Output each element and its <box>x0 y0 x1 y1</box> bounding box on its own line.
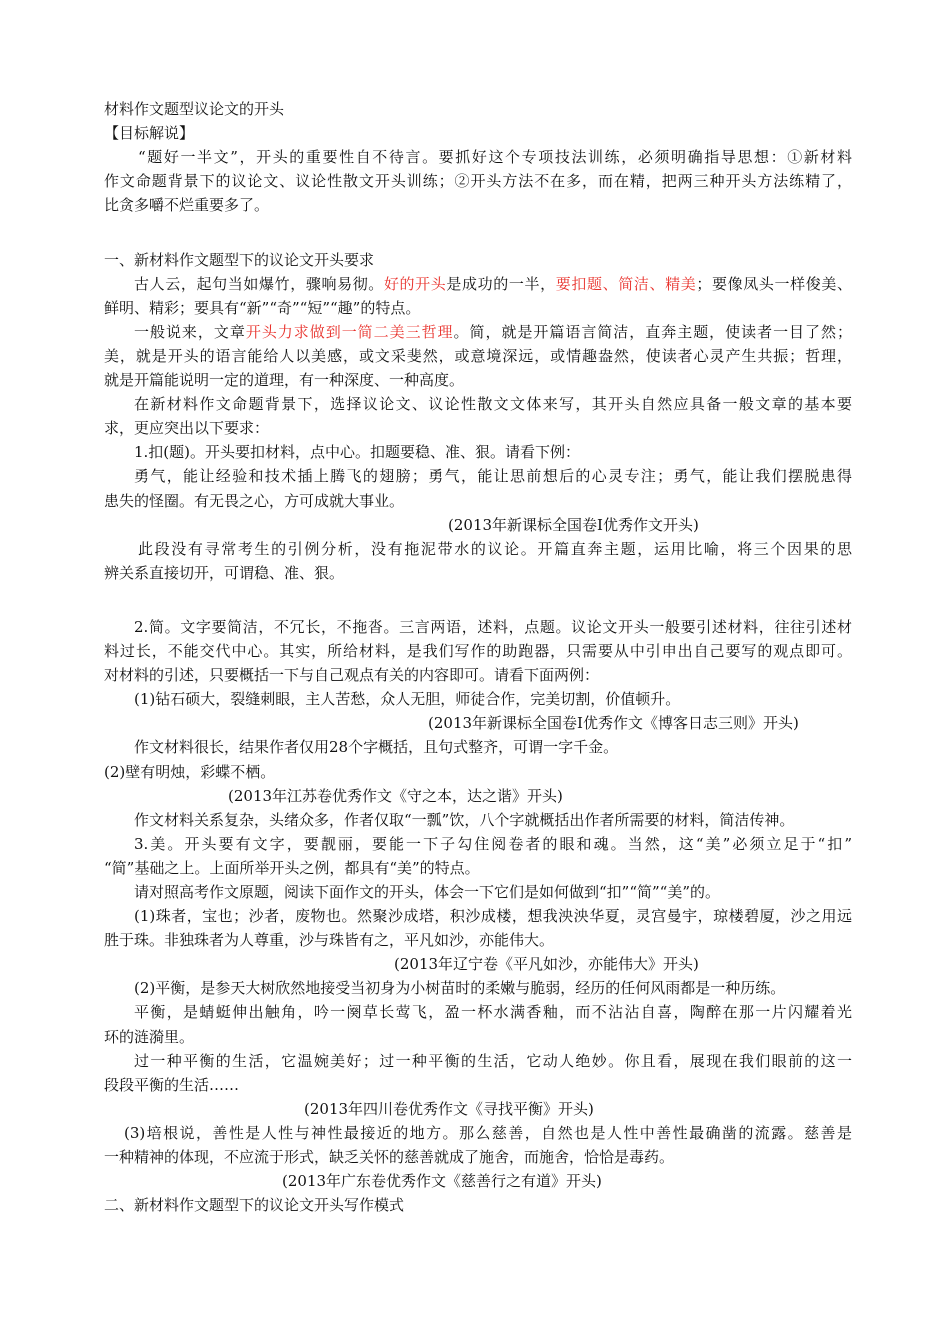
example-line: 患失的怪圈。有无畏之心，方可成就大事业。 <box>104 491 405 510</box>
example-line: (1)珠者，宝也；沙者，废物也。然聚沙成塔，积沙成楼，想我泱泱华夏，灵宫曼宇，琼楼碧厦，沙之用远 <box>134 907 852 926</box>
paragraph-line: 古人云，起句当如爆竹，骤响易彻。好的开头是成功的一半，要扣题、简洁、精美；要像凤头一样俊美、 <box>134 274 852 293</box>
list-item-2-line: 对材料的引述，只要概括一下与自己观点有关的内容即可。请看下面两例： <box>104 666 600 685</box>
goal-paragraph-line: “题好一半文”，开头的重要性自不待言。要抓好这个专项技法训练，必须明确指导思想：①新材料 <box>138 148 852 167</box>
paragraph-line: 美，就是开头的语言能给人以美感，或文采斐然，或意境深远，或情趣盎然，使读者心灵产生共振；哲理， <box>104 346 852 365</box>
example-line: 环的涟漪里。 <box>104 1027 195 1046</box>
list-item-2-line: 料过长，不能交代中心。其实，所给材料，是我们写作的助跑器，只需要从中引申出自己要写的观点即可。 <box>104 642 852 661</box>
note-line: 作文材料很长，结果作者仅用28个字概括，且句式整齐，可谓一字千金。 <box>134 738 619 757</box>
document-page <box>104 97 852 1217</box>
example-line: 勇气，能让经验和技术插上腾飞的翅膀；勇气，能让思前想后的心灵专注；勇气，能让我们摆脱患得 <box>134 467 852 486</box>
source-citation: (2013年新课标全国卷Ⅰ优秀作文《博客日志三则》开头) <box>428 714 799 733</box>
list-item-2: 2.简。文字要简洁，不冗长，不拖沓。三言两语，述料，点题。议论文开头一般要引述材料，往往引述材 <box>134 617 852 636</box>
paragraph-line: 求，更应突出以下要求： <box>104 419 270 438</box>
example-line: (2)平衡，是参天大树欣然地接受当初身为小树苗时的柔嫩与脆弱，经历的任何风雨都是一种历练。 <box>134 979 786 998</box>
source-citation: (2013年辽宁卷《平凡如沙，亦能伟大》开头) <box>394 955 699 974</box>
source-citation: (2013年江苏卷优秀作文《守之本，达之谐》开头) <box>228 786 563 805</box>
example-line: (3)培根说，善性是人性与神性最接近的地方。那么慈善，自然也是人性中善性最确凿的流露。慈善是 <box>124 1123 852 1142</box>
goal-heading: 【目标解说】 <box>104 124 195 143</box>
highlight-text: 好的开头 <box>383 274 447 293</box>
document-title: 材料作文题型议论文的开头 <box>104 100 285 118</box>
paragraph-line: 鲜明、精彩；要具有“新”“奇”“短”“趣”的特点。 <box>104 298 421 317</box>
source-citation: (2013年新课标全国卷Ⅰ优秀作文开头) <box>448 515 699 534</box>
note-line: 辨关系直接切开，可谓稳、准、狠。 <box>104 563 345 582</box>
highlight-text: 要扣题、简洁、精美 <box>555 274 697 293</box>
example-line: 一种精神的体现，不应流于形式，缺乏关怀的慈善就成了施舍，而施舍，恰恰是毒药。 <box>104 1148 675 1167</box>
note-line: 作文材料关系复杂，头绪众多，作者仅取“一瓢”饮，八个字就概括出作者所需要的材料，简洁传神。 <box>134 810 795 829</box>
source-citation: (2013年广东卷优秀作文《慈善行之有道》开头) <box>282 1172 602 1191</box>
section-heading-1: 一、新材料作文题型下的议论文开头要求 <box>104 250 375 269</box>
list-item-1: 1.扣(题)。开头要扣材料，点中心。扣题要稳、准、狠。请看下例： <box>134 443 581 462</box>
paragraph-line: 在新材料作文命题背景下，选择议论文、议论性散文文体来写，其开头自然应具备一般文章的基本要 <box>134 395 852 414</box>
example-line: (2)壁有明烛，彩蝶不栖。 <box>104 762 276 781</box>
example-line: (1)钻石硕大，裂缝刺眼，主人苦愁，众人无胆，师徒合作，完美切割，价值顿升。 <box>134 690 681 709</box>
example-line: 段段平衡的生活…… <box>104 1075 240 1094</box>
paragraph-line: 就是开篇能说明一定的道理，有一种深度、一种高度。 <box>104 371 465 390</box>
goal-paragraph-line: 作文命题背景下的议论文、议论性散文开头训练；②开头方法不在多，而在精，把两三种开头方法练精了， <box>104 172 852 191</box>
list-item-3: 3.美。开头要有文字，要靓丽，要能一下子勾住阅卷者的眼和魂。当然，这“美”必须立足于“扣” <box>134 834 852 853</box>
paragraph-line: 一般说来，文章开头力求做到一简二美三哲理。简，就是开篇语言简洁，直奔主题，使读者一目了然； <box>134 322 852 341</box>
note-line: 此段没有寻常考生的引例分析，没有拖泥带水的议论。开篇直奔主题，运用比喻，将三个因果的思 <box>138 539 852 558</box>
example-line: 胜于珠。非独珠者为人尊重，沙与珠皆有之，平凡如沙，亦能伟大。 <box>104 931 555 950</box>
list-item-3-line: “简”基础之上。上面所举开头之例，都具有“美”的特点。 <box>104 858 480 877</box>
example-line: 平衡，是蜻蜓伸出触角，吟一阕草长莺飞，盈一杯水满香釉，而不沾沾自喜，陶醉在那一片闪耀着光 <box>134 1003 852 1022</box>
section-heading-2: 二、新材料作文题型下的议论文开头写作模式 <box>104 1196 405 1215</box>
highlight-text: 开头力求做到一简二美三哲理 <box>245 322 454 341</box>
instruction-line: 请对照高考作文原题，阅读下面作文的开头，体会一下它们是如何做到“扣”“简”“美”的。 <box>134 883 721 901</box>
example-line: 过一种平衡的生活，它温婉美好；过一种平衡的生活，它动人绝妙。你且看，展现在我们眼前的这一 <box>134 1051 852 1070</box>
source-citation: (2013年四川卷优秀作文《寻找平衡》开头) <box>304 1099 594 1118</box>
goal-paragraph-line: 比贪多嚼不烂重要多了。 <box>104 196 270 215</box>
